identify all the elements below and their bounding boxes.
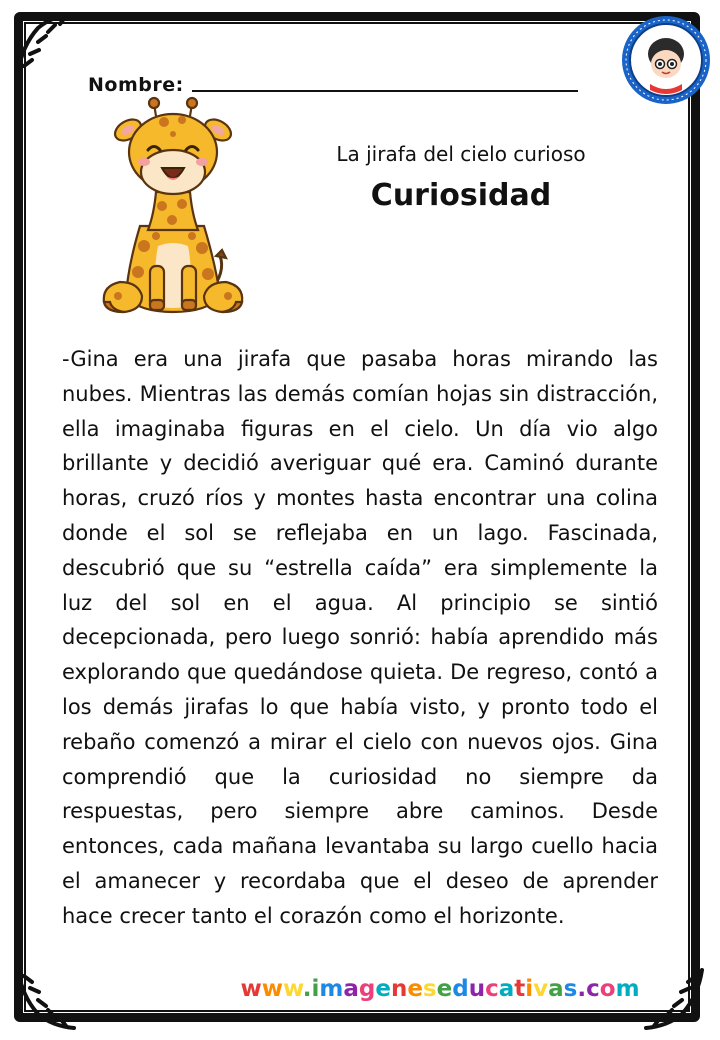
website-letter: e <box>375 976 391 1002</box>
corner-decoration-bottom-left <box>8 966 78 1036</box>
website-letter: a <box>498 976 515 1002</box>
name-write-line[interactable] <box>192 89 578 92</box>
giraffe-icon <box>98 96 248 324</box>
website-letter: w <box>282 976 303 1002</box>
website-letter: c <box>586 976 600 1002</box>
website-letter: . <box>302 976 312 1002</box>
website-letter: m <box>319 976 344 1002</box>
website-letter: d <box>452 976 469 1002</box>
website-letter: m <box>615 976 640 1002</box>
website-letter: o <box>599 976 616 1002</box>
website-letter: i <box>525 976 534 1002</box>
website-letter: v <box>533 976 549 1002</box>
website-letter: g <box>358 976 376 1002</box>
website-letter: e <box>436 976 453 1002</box>
website-link[interactable] <box>180 976 700 1002</box>
story-title: Curiosidad <box>370 178 552 213</box>
name-label: Nombre: <box>88 74 184 96</box>
website-letter: . <box>577 976 587 1002</box>
story-paragraph: -Gina era una jirafa que pasaba horas mirando las nubes. Mientras las demás comían hojas sin distracción, ella imaginaba figuras en el cielo. Un día vio algo brillante y decidió averiguar qué era. Caminó durante horas, cruzó ríos y montes hasta encontrar una colina donde el sol se reflejaba en un lago. Fascinada, descubrió que su “estrella caída” era simplemente la luz del sol en el agua. Al principio se sintió decepcionada, pero luego sonrió: había aprendido más explorando que quedándose quieta. De regreso, contó a los demás jirafas lo que había visto, y pronto todo el rebaño comenzó a mirar el cielo con nuevos ojos. Gina comprendió que la curiosidad no siempre da respuestas, pero siempre abre caminos. Desde entonces, cada mañana levantaba su largo cuello hacia el amanecer y recordaba que el deseo de aprender hace crecer tanto el corazón como el horizonte. <box>62 347 658 928</box>
website-letter: w <box>261 976 283 1002</box>
story-subtitle: La jirafa del cielo curioso <box>336 142 586 166</box>
website-letter: s <box>422 976 437 1002</box>
website-letter: t <box>514 976 526 1002</box>
website-letter: e <box>407 976 423 1002</box>
website-letter: s <box>563 976 578 1002</box>
website-letter: n <box>390 976 408 1002</box>
website-letter: w <box>240 976 262 1002</box>
corner-decoration-top-left <box>8 6 78 76</box>
website-letter: u <box>468 976 486 1002</box>
website-letter: i <box>311 976 320 1002</box>
website-letter: a <box>343 976 359 1002</box>
website-letter: c <box>485 976 499 1002</box>
name-field-row <box>88 64 578 96</box>
website-letter: a <box>548 976 564 1002</box>
child-face-logo-icon <box>620 14 712 106</box>
